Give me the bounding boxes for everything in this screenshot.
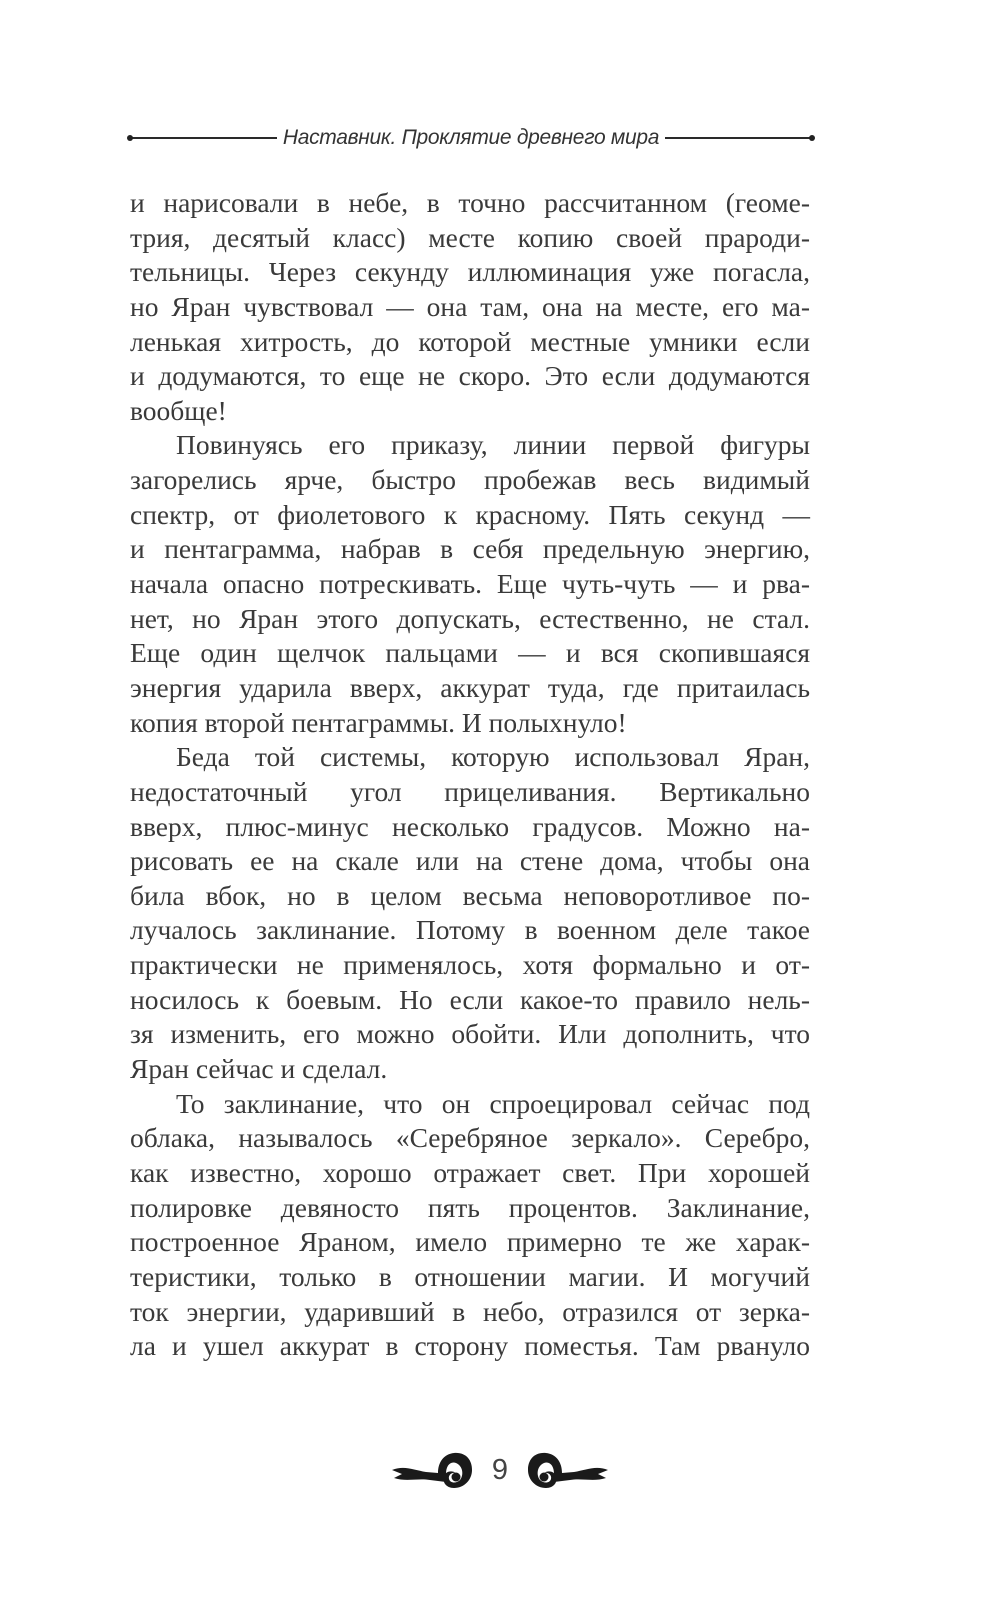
text-line: облака, называлось «Серебряное зеркало». Серебро,: [130, 1122, 810, 1154]
text-line: носилось к боевым. Но если какое-то правило нель-: [130, 983, 810, 1015]
running-head-rule-right: [665, 137, 812, 139]
text-line: била вбок, но в целом весьма неповоротливое по-: [130, 879, 810, 911]
running-head-title: Наставник. Проклятие древнего мира: [282, 126, 660, 149]
text-line: вверх, плюс-минус несколько градусов. Можно на-: [130, 810, 810, 842]
text-line: Беда той системы, которую использовал Яран,: [176, 741, 810, 773]
text-line: практически не применялось, хотя формально и от-: [130, 949, 810, 981]
text-line: полировке девяносто пять процентов. Заклинание,: [130, 1191, 810, 1223]
text-line: начала опасно потрескивать. Еще чуть-чуть — и рва-: [130, 568, 810, 600]
paragraph: [130, 1087, 810, 1364]
paragraph: [130, 186, 810, 428]
text-line: лучалось заклинание. Потому в военном деле такое: [130, 914, 810, 946]
text-line: То заклинание, что он спроецировал сейчас под: [176, 1087, 810, 1119]
text-line: ток энергии, ударивший в небо, отразился от зерка-: [130, 1295, 810, 1327]
text-line: но Яран чувствовал — она там, она на месте, его ма-: [130, 290, 810, 322]
scroll-flourish-left-icon: [390, 1448, 474, 1492]
text-line: зя изменить, его можно обойти. Или дополнить, что: [130, 1018, 810, 1050]
text-line: ленькая хитрость, до которой местные умники если: [130, 325, 810, 357]
text-line: теристики, только в отношении магии. И могучий: [130, 1260, 810, 1292]
text-line: Повинуясь его приказу, линии первой фигуры: [176, 429, 810, 461]
paragraph: [130, 428, 810, 740]
text-line: недостаточный угол прицеливания. Вертикально: [130, 775, 810, 807]
text-line: трия, десятый класс) месте копию своей прароди-: [130, 221, 810, 253]
running-head: [130, 124, 812, 152]
page-number: 9: [491, 1453, 509, 1486]
text-line: и додумаются, то еще не скоро. Это если додумаются: [130, 360, 810, 392]
text-line: энергия ударила вверх, аккурат туда, где притаилась: [130, 671, 810, 703]
text-line: построенное Яраном, имело примерно те же харак-: [130, 1226, 810, 1258]
body-text: [130, 186, 810, 1364]
text-line: тельницы. Через секунду иллюминация уже погасла,: [130, 256, 810, 288]
text-line: Еще один щелчок пальцами — и вся скопившаяся: [130, 637, 810, 669]
text-line: как известно, хорошо отражает свет. При хорошей: [130, 1156, 810, 1188]
text-line: спектр, от фиолетового к красному. Пять секунд —: [130, 498, 810, 530]
paragraph: [130, 740, 810, 1086]
text-line: Яран сейчас и сделал.: [130, 1053, 388, 1085]
text-line: рисовать ее на скале или на стене дома, чтобы она: [130, 845, 810, 877]
text-line: загорелись ярче, быстро пробежав весь видимый: [130, 464, 810, 496]
text-line: копия второй пентаграммы. И полыхнуло!: [130, 706, 627, 738]
text-line: и нарисовали в небе, в точно рассчитанном (геоме-: [130, 187, 810, 218]
scroll-flourish-right-icon: [526, 1448, 610, 1492]
folio: [0, 1440, 1000, 1500]
text-line: и пентаграмма, набрав в себя предельную энергию,: [130, 533, 810, 565]
text-line: ла и ушел аккурат в сторону поместья. Там рвануло: [130, 1330, 810, 1362]
running-head-rule-left: [130, 137, 277, 139]
text-line: вообще!: [130, 394, 227, 426]
text-line: нет, но Яран этого допускать, естественно, не стал.: [130, 602, 810, 634]
